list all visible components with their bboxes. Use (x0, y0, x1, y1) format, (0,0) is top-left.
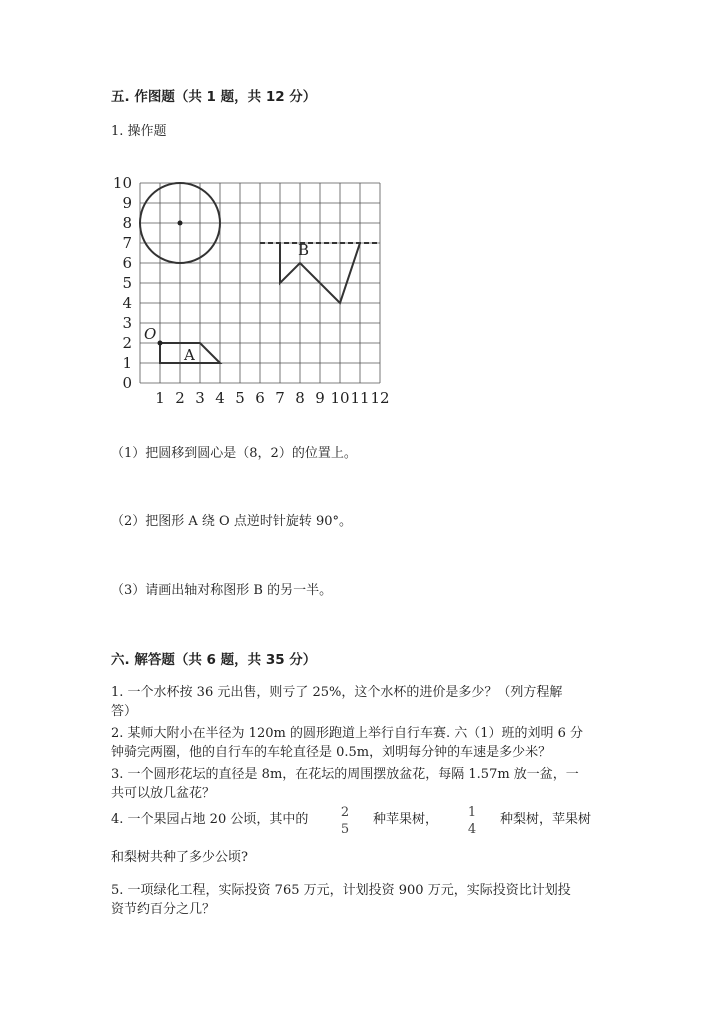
origin-label: O (144, 325, 157, 343)
q4-part-c: 种梨树，苹果树 (500, 812, 592, 827)
x-tick-label: 8 (295, 389, 305, 407)
y-tick-label: 10 (112, 174, 132, 192)
section-5-title: 五. 作图题（共 1 题，共 12 分） (111, 89, 317, 105)
section-6-title: 六. 解答题（共 6 题，共 35 分） (111, 652, 317, 668)
q1-line1: 1. 一个水杯按 36 元出售，则亏了 25%，这个水杯的进价是多少？（列方程解 (111, 685, 563, 700)
q4-part-a: 4. 一个果园占地 20 公顷，其中的 (111, 812, 309, 827)
x-tick-label: 12 (370, 389, 390, 407)
shape-a-label: A (184, 346, 195, 364)
q3-line2: 共可以放几盆花？ (111, 786, 216, 801)
y-tick-label: 6 (122, 254, 132, 272)
q3-line1: 3. 一个圆形花坛的直径是 8m，在花坛的周围摆放盆花，每隔 1.57m 放一盆，一 (111, 767, 579, 782)
q4-line2: 和梨树共种了多少公顷? (111, 850, 248, 865)
y-tick-label: 2 (122, 334, 132, 352)
grid-figure (110, 170, 400, 410)
shape-b-label: B (298, 241, 310, 259)
y-tick-label: 5 (122, 274, 132, 292)
x-tick-label: 1 (155, 389, 165, 407)
y-tick-label: 8 (122, 214, 132, 232)
x-tick-label: 6 (255, 389, 265, 407)
origin-point (158, 341, 163, 346)
sub-question-2: （2）把图形 A 绕 O 点逆时针旋转 90°。 (111, 514, 353, 529)
x-tick-label: 2 (175, 389, 185, 407)
fraction-denominator: 5 (340, 822, 350, 837)
question-1-title: 1. 操作题 (111, 124, 167, 139)
q5-line1: 5. 一项绿化工程，实际投资 765 万元，计划投资 900 万元，实际投资比计划投 (111, 883, 571, 898)
q1-line2: 答） (111, 704, 138, 719)
circle-center-dot (178, 221, 183, 226)
y-tick-label: 1 (122, 354, 132, 372)
x-tick-label: 7 (275, 389, 285, 407)
x-tick-label: 4 (215, 389, 225, 407)
y-tick-label: 7 (122, 234, 132, 252)
y-tick-label: 3 (122, 314, 132, 332)
x-tick-label: 3 (195, 389, 205, 407)
fraction-two-fifths (338, 805, 352, 838)
y-tick-label: 4 (122, 294, 132, 312)
x-tick-label: 9 (315, 389, 325, 407)
y-tick-label: 9 (122, 194, 132, 212)
x-tick-label: 10 (330, 389, 350, 407)
sub-question-3: （3）请画出轴对称图形 B 的另一半。 (111, 583, 333, 598)
fraction-denominator: 4 (467, 822, 477, 837)
q2-line2: 钟骑完两圈，他的自行车的车轮直径是 0.5m，刘明每分钟的车速是多少米？ (111, 745, 552, 760)
y-tick-label: 0 (122, 374, 132, 392)
x-tick-label: 5 (235, 389, 245, 407)
fraction-numerator: 1 (467, 805, 477, 820)
sub-question-1: （1）把圆移到圆心是（8，2）的位置上。 (111, 446, 357, 461)
q4-part-b: 种苹果树， (373, 812, 439, 827)
fraction-one-quarter (465, 805, 479, 838)
q2-line1: 2. 某师大附小在半径为 120m 的圆形跑道上举行自行车赛. 六（1）班的刘明 6 分 (111, 726, 584, 741)
q5-line2: 资节约百分之几？ (111, 902, 216, 917)
x-tick-label: 11 (350, 389, 370, 407)
fraction-numerator: 2 (340, 805, 350, 820)
